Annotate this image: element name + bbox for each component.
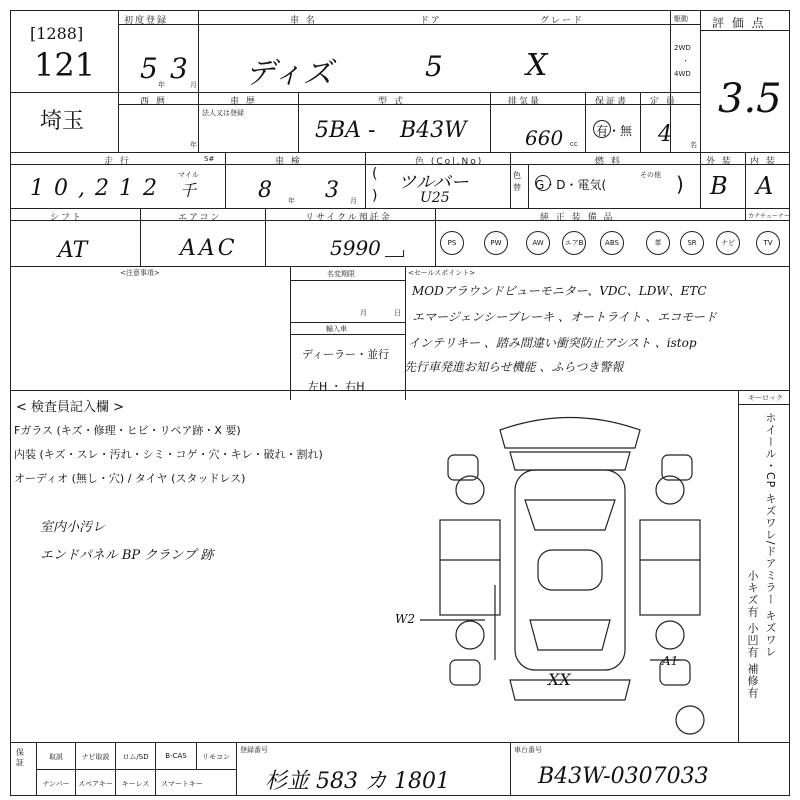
inspector-line-glass: Fガラス (キズ・修理・ヒビ・リペア跡・X 要) bbox=[14, 424, 241, 437]
grid-line bbox=[290, 280, 405, 281]
grid-line bbox=[10, 92, 700, 93]
fuel-circle-mark bbox=[535, 175, 551, 191]
displacement-label: 排気量 bbox=[508, 97, 542, 107]
shift-value: AT bbox=[58, 238, 88, 263]
grid-line bbox=[36, 769, 236, 770]
note-2: エンドパネル BP クランプ 跡 bbox=[40, 548, 214, 563]
capacity-label: 定 員 bbox=[650, 97, 677, 107]
equipment-label: 純 正 装 備 品 bbox=[540, 213, 615, 223]
footer-nav-manual: ナビ取説 bbox=[81, 753, 110, 761]
displacement-value: 660 bbox=[525, 126, 564, 150]
equipment-item: PS bbox=[440, 231, 464, 255]
car-name: ディズ bbox=[245, 56, 333, 91]
era-label: 西 暦 bbox=[140, 97, 167, 107]
grid-line bbox=[435, 208, 436, 266]
sales-point-3: インテリキー 、踏み間違い衝突防止アシスト 、istop bbox=[408, 336, 697, 350]
year-mark: 年 bbox=[158, 81, 165, 89]
sales-points-label: <セールスポイント> bbox=[408, 269, 476, 277]
inspection-label: 車 検 bbox=[275, 157, 302, 167]
color-paren-close: ) bbox=[372, 188, 378, 204]
year-mark-3: 年 bbox=[288, 197, 295, 205]
grid-line bbox=[10, 152, 790, 153]
prefecture: 埼玉 bbox=[40, 109, 85, 134]
kartuner-label: カナチューナー bbox=[748, 213, 790, 220]
grid-line bbox=[298, 92, 299, 152]
car-diagram bbox=[420, 410, 720, 740]
warranty-label: 保証書 bbox=[595, 97, 629, 107]
fuel-paren-close: ) bbox=[676, 172, 684, 196]
grid-line bbox=[10, 220, 790, 221]
shift-label: シフト bbox=[50, 213, 84, 223]
footer-remote: リモコン bbox=[202, 753, 230, 761]
lot-code: [1288] bbox=[30, 24, 84, 43]
inspection-year: 8 bbox=[258, 178, 272, 203]
grid-line bbox=[510, 742, 511, 795]
notes-label: <注意事項> bbox=[120, 269, 160, 277]
exterior-grade: B bbox=[710, 172, 728, 200]
first-reg-label: 初度登録 bbox=[124, 16, 169, 26]
history-note: 法人又は登録 bbox=[202, 109, 244, 117]
equipment-item: エアB bbox=[562, 231, 586, 255]
grid-line bbox=[365, 152, 366, 208]
drive-dot: ・ bbox=[682, 57, 689, 65]
repair-note: 小キズ有 小凹有 補修有 bbox=[746, 570, 759, 699]
inspection-month: 3 bbox=[325, 178, 339, 203]
footer-manual: 取説 bbox=[49, 753, 63, 761]
damage-front: XX bbox=[548, 670, 571, 689]
sales-point-2: エマージェンシーブレーキ 、オートライト 、エコモード bbox=[412, 310, 717, 324]
history-label: 車 歴 bbox=[230, 97, 257, 107]
grid-line bbox=[738, 404, 790, 405]
fuel-label: 燃 料 bbox=[595, 157, 622, 167]
grid-line bbox=[225, 152, 226, 208]
lot-number: 121 bbox=[34, 46, 96, 84]
chassis-number: B43W-0307033 bbox=[538, 764, 709, 789]
footer-spare-key: スペアキー bbox=[78, 780, 113, 788]
equipment-item: AW bbox=[526, 231, 550, 255]
rating-value: 3.5 bbox=[718, 76, 782, 122]
hand-options: 左H ・ 右H bbox=[308, 380, 365, 393]
interior-label: 内 装 bbox=[750, 157, 777, 167]
model-code: B43W bbox=[400, 118, 467, 143]
first-reg-month: 3 bbox=[170, 52, 188, 85]
grid-line bbox=[745, 152, 746, 208]
aircon-label: エアコン bbox=[178, 213, 222, 223]
recycle-value: 5990 bbox=[330, 236, 381, 260]
footer-bcas: B-CAS bbox=[165, 752, 187, 760]
grid-line bbox=[118, 10, 119, 152]
border-right bbox=[789, 10, 790, 795]
mileage-value: 10,212 bbox=[30, 176, 167, 201]
meter-label: S# bbox=[204, 155, 215, 163]
month-mark-3: 月 bbox=[350, 197, 357, 205]
fuel-other-label: その他 bbox=[640, 171, 661, 179]
grid-line bbox=[528, 164, 529, 208]
grid-line bbox=[10, 208, 790, 209]
footer-side-label: 保証 bbox=[16, 748, 24, 767]
grid-line bbox=[10, 390, 790, 391]
equipment-item: TV bbox=[756, 231, 780, 255]
color-value: ツルバー bbox=[398, 172, 469, 193]
inspector-line-audio: オーディオ (無し・穴) / タイヤ (スタッドレス) bbox=[14, 472, 246, 485]
grid-line bbox=[585, 92, 586, 152]
persons-unit: 名 bbox=[690, 141, 697, 149]
inspector-line-interior: 内装 (キズ・スレ・汚れ・シミ・コゲ・穴・キレ・破れ・割れ) bbox=[14, 448, 323, 461]
year-mark-2: 年 bbox=[190, 141, 197, 149]
wheel-mirror-note: ホイール・CP キズワレ/ドアミラー キズワレ bbox=[764, 412, 777, 659]
car-name-label: 車 名 bbox=[290, 16, 317, 26]
damage-right: A1 bbox=[662, 654, 679, 668]
chassis-no-label: 車台番号 bbox=[514, 746, 542, 754]
capacity-value: 4 bbox=[658, 122, 672, 147]
grid-line bbox=[290, 334, 405, 335]
inspector-label: < 検査員記入欄 > bbox=[16, 400, 125, 415]
border-bottom bbox=[10, 795, 790, 796]
grid-line bbox=[490, 92, 491, 152]
equipment-item: ナビ bbox=[716, 231, 740, 255]
mileage-unit: 千 bbox=[180, 181, 197, 200]
grid-line bbox=[510, 152, 511, 208]
note-1: 室内小汚レ bbox=[40, 520, 106, 535]
border-top bbox=[10, 10, 790, 11]
border-left bbox=[10, 10, 11, 795]
sales-point-4: 先行車発進お知らせ機能 、ふらつき警報 bbox=[404, 360, 624, 374]
rating-label: 評 価 点 bbox=[712, 16, 766, 30]
aircon-value: AAC bbox=[180, 236, 238, 261]
grid-line bbox=[155, 742, 156, 795]
grid-line bbox=[738, 390, 739, 742]
equipment-item: ABS bbox=[600, 231, 624, 255]
grade: X bbox=[526, 48, 548, 83]
drive-4wd: 4WD bbox=[674, 70, 691, 78]
grid-line bbox=[10, 742, 790, 743]
grid-line bbox=[290, 266, 291, 400]
color-label: 色 (Col.No) bbox=[415, 157, 484, 167]
footer-keyless: キーレス bbox=[121, 780, 150, 788]
sales-point-1: MODアラウンドビューモニター、VDC、LDW、ETC bbox=[412, 284, 707, 298]
exterior-label: 外 装 bbox=[706, 157, 733, 167]
grid-line bbox=[640, 92, 641, 152]
cc-unit: cc bbox=[570, 140, 578, 148]
grid-line bbox=[265, 208, 266, 266]
grid-line bbox=[140, 208, 141, 266]
color-paren-open: ( bbox=[372, 166, 378, 182]
color-number: U25 bbox=[420, 190, 450, 206]
equipment-item: 革 bbox=[646, 231, 670, 255]
recycle-label: リサイクル預託金 bbox=[305, 213, 392, 223]
footer-rom-sd: ロム/SD bbox=[122, 753, 149, 761]
grid-line bbox=[405, 266, 406, 400]
reg-no-label: 登録番号 bbox=[240, 746, 268, 754]
dealer-options: ディーラー・並行 bbox=[302, 348, 390, 361]
grid-line bbox=[75, 742, 76, 795]
footer-plate: ナンバー bbox=[42, 780, 70, 788]
month-mark-4: 月 bbox=[360, 309, 367, 317]
month-mark: 月 bbox=[190, 81, 197, 89]
grid-line bbox=[700, 10, 701, 152]
day-mark: 日 bbox=[394, 309, 401, 317]
door-label: ドア bbox=[420, 16, 442, 26]
grid-line bbox=[118, 24, 700, 25]
color-change-label: 色替 bbox=[513, 171, 521, 192]
grid-line bbox=[10, 266, 790, 267]
recycle-yen-tick bbox=[385, 250, 404, 257]
grid-line bbox=[198, 10, 199, 152]
mile-label: マイル bbox=[178, 171, 199, 179]
key-lock-label: キーロック bbox=[748, 394, 783, 402]
doors: 5 bbox=[425, 50, 443, 83]
model-label: 型 式 bbox=[378, 97, 405, 107]
footer-smart-key: スマートキー bbox=[161, 780, 203, 788]
grid-line bbox=[290, 322, 405, 323]
damage-left: W2 bbox=[395, 612, 415, 626]
name-change-label: 名変期限 bbox=[327, 270, 355, 278]
grid-line bbox=[745, 208, 746, 220]
warranty-circle-mark bbox=[593, 120, 611, 138]
drive-label: 駆動 bbox=[674, 15, 688, 23]
drive-2wd: 2WD bbox=[674, 44, 691, 52]
first-reg-year: 5 bbox=[140, 52, 158, 85]
grade-label: グレード bbox=[540, 16, 585, 26]
warranty-options: 有・無 bbox=[596, 124, 633, 138]
grid-line bbox=[115, 742, 116, 795]
import-label: 輸入車 bbox=[326, 325, 347, 333]
equipment-item: SR bbox=[680, 231, 704, 255]
grid-line bbox=[236, 742, 237, 795]
equipment-item: PW bbox=[484, 231, 508, 255]
mileage-label: 走 行 bbox=[104, 157, 131, 167]
interior-grade: A bbox=[756, 172, 774, 200]
registration-number: 杉並 583 カ 1801 bbox=[265, 769, 450, 794]
grid-line bbox=[700, 152, 701, 208]
fuel-options: G・D・電気( bbox=[535, 178, 607, 192]
model-prefix: 5BA - bbox=[315, 118, 376, 143]
